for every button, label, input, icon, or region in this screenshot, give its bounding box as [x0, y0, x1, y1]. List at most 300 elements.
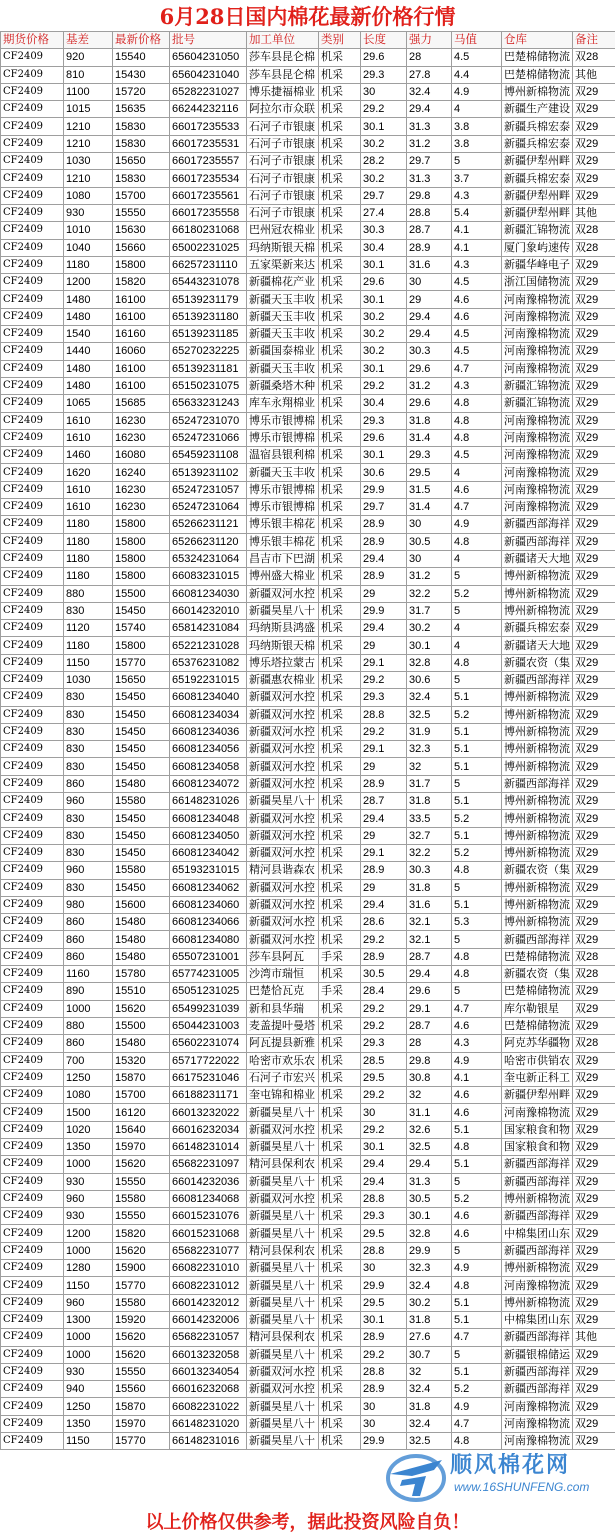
- table-row: [1, 481, 615, 498]
- table-row: [1, 499, 615, 516]
- cell-batch-no: 66016232034: [170, 1121, 247, 1138]
- watermark: [382, 1442, 614, 1508]
- cell-batch-no: 65270232225: [170, 343, 247, 360]
- table-row: [1, 1363, 615, 1380]
- cell-strength: 31.4: [407, 499, 452, 516]
- cell-category: 机采: [319, 239, 361, 256]
- cell-micronaire: 4.8: [452, 1277, 502, 1294]
- cell-category: 机采: [319, 516, 361, 533]
- cell-batch-no: 65247231064: [170, 499, 247, 516]
- cell-basis: 1080: [64, 187, 113, 204]
- cell-processor: 新疆双河水控: [247, 896, 319, 913]
- cell-warehouse: 新疆农资（集: [502, 862, 573, 879]
- cell-category: 机采: [319, 1190, 361, 1207]
- cell-remark: 双29: [573, 706, 615, 723]
- cell-basis: 1540: [64, 326, 113, 343]
- cell-batch-no: 66244232116: [170, 101, 247, 118]
- cell-micronaire: 4.6: [452, 1017, 502, 1034]
- cell-processor: 新疆双河水控: [247, 879, 319, 896]
- cell-batch-no: 65507231001: [170, 948, 247, 965]
- cell-category: 机采: [319, 1139, 361, 1156]
- cell-processor: 新疆双河水控: [247, 689, 319, 706]
- cell-latest-price: 15450: [113, 723, 170, 740]
- cell-futures: CF2409: [1, 343, 64, 360]
- cell-latest-price: 15620: [113, 1346, 170, 1363]
- cell-processor: 奎屯锦和棉业: [247, 1087, 319, 1104]
- cell-micronaire: 4.1: [452, 239, 502, 256]
- cell-strength: 29.4: [407, 308, 452, 325]
- cell-batch-no: 66081234040: [170, 689, 247, 706]
- table-row: [1, 1104, 615, 1121]
- table-row: [1, 447, 615, 464]
- cell-batch-no: 66013232058: [170, 1346, 247, 1363]
- cell-futures: CF2409: [1, 447, 64, 464]
- cell-strength: 29.1: [407, 1000, 452, 1017]
- cell-length: 28.9: [361, 862, 407, 879]
- cell-futures: CF2409: [1, 1363, 64, 1380]
- cell-micronaire: 4.7: [452, 360, 502, 377]
- cell-processor: 精河县谐森农: [247, 862, 319, 879]
- cell-warehouse: 阿克苏华疆物: [502, 1035, 573, 1052]
- cell-category: 机采: [319, 844, 361, 861]
- table-row: [1, 1225, 615, 1242]
- cell-batch-no: 65247231057: [170, 481, 247, 498]
- cell-batch-no: 66083231015: [170, 568, 247, 585]
- cell-micronaire: 4.9: [452, 83, 502, 100]
- cell-micronaire: 4: [452, 550, 502, 567]
- cell-micronaire: 4.6: [452, 308, 502, 325]
- cell-remark: 双29: [573, 153, 615, 170]
- cell-latest-price: 15450: [113, 741, 170, 758]
- cell-strength: 32: [407, 1087, 452, 1104]
- cell-category: 机采: [319, 1346, 361, 1363]
- cell-category: 机采: [319, 1121, 361, 1138]
- cell-category: 机采: [319, 723, 361, 740]
- cell-latest-price: 15450: [113, 810, 170, 827]
- cell-length: 30: [361, 1415, 407, 1432]
- cell-futures: CF2409: [1, 170, 64, 187]
- cell-batch-no: 66081234072: [170, 775, 247, 792]
- cell-strength: 29.4: [407, 1156, 452, 1173]
- cell-processor: 博乐市银博棉: [247, 499, 319, 516]
- cell-length: 30.2: [361, 308, 407, 325]
- cell-micronaire: 5.2: [452, 844, 502, 861]
- cell-length: 29.4: [361, 550, 407, 567]
- table-row: [1, 1277, 615, 1294]
- cell-strength: 31.2: [407, 568, 452, 585]
- cell-basis: 860: [64, 914, 113, 931]
- table-row: [1, 360, 615, 377]
- cell-micronaire: 5: [452, 879, 502, 896]
- table-row: [1, 1035, 615, 1052]
- cell-remark: 双29: [573, 1433, 615, 1450]
- cell-strength: 32.3: [407, 741, 452, 758]
- cell-micronaire: 4.9: [452, 1052, 502, 1069]
- cell-warehouse: 新疆伊犁州畔: [502, 204, 573, 221]
- cell-category: 机采: [319, 1311, 361, 1328]
- cell-strength: 32.4: [407, 689, 452, 706]
- table-row: [1, 429, 615, 446]
- table-row: [1, 395, 615, 412]
- table-row: [1, 1139, 615, 1156]
- cell-warehouse: 博州新棉物流: [502, 706, 573, 723]
- table-row: [1, 793, 615, 810]
- cell-remark: 双29: [573, 1277, 615, 1294]
- cell-remark: 双29: [573, 723, 615, 740]
- cell-batch-no: 66148231026: [170, 793, 247, 810]
- cell-processor: 石河子市银康: [247, 153, 319, 170]
- cell-micronaire: 5.2: [452, 1381, 502, 1398]
- table-row: [1, 879, 615, 896]
- cell-category: 机采: [319, 83, 361, 100]
- cell-remark: 双29: [573, 1121, 615, 1138]
- cell-remark: 双29: [573, 827, 615, 844]
- cell-micronaire: 4.5: [452, 49, 502, 66]
- cell-basis: 830: [64, 706, 113, 723]
- cell-basis: 1460: [64, 447, 113, 464]
- cell-strength: 30.1: [407, 637, 452, 654]
- cell-latest-price: 15580: [113, 793, 170, 810]
- cell-futures: CF2409: [1, 377, 64, 394]
- cell-latest-price: 15500: [113, 585, 170, 602]
- cell-batch-no: 66081234048: [170, 810, 247, 827]
- cell-processor: 莎车县昆仑棉: [247, 49, 319, 66]
- cell-category: 机采: [319, 1242, 361, 1259]
- table-row: [1, 118, 615, 135]
- cell-category: 机采: [319, 1173, 361, 1190]
- cell-length: 30: [361, 1104, 407, 1121]
- cell-processor: 新疆双河水控: [247, 810, 319, 827]
- table-row: [1, 204, 615, 221]
- cell-latest-price: 15450: [113, 827, 170, 844]
- cell-latest-price: 15540: [113, 49, 170, 66]
- cell-batch-no: 66015231068: [170, 1225, 247, 1242]
- cell-latest-price: 16230: [113, 412, 170, 429]
- table-row: [1, 706, 615, 723]
- cell-latest-price: 15450: [113, 689, 170, 706]
- cell-length: 30.1: [361, 256, 407, 273]
- cell-futures: CF2409: [1, 516, 64, 533]
- cell-futures: CF2409: [1, 602, 64, 619]
- cell-warehouse: 新疆西部海祥: [502, 1208, 573, 1225]
- cell-micronaire: 4.8: [452, 395, 502, 412]
- cell-basis: 1000: [64, 1242, 113, 1259]
- cell-basis: 1480: [64, 377, 113, 394]
- cell-category: 机采: [319, 585, 361, 602]
- cell-futures: CF2409: [1, 1069, 64, 1086]
- cell-warehouse: 河南豫棉物流: [502, 481, 573, 498]
- cell-micronaire: 4.5: [452, 274, 502, 291]
- cell-strength: 30: [407, 550, 452, 567]
- table-row: [1, 862, 615, 879]
- cell-strength: 31.9: [407, 723, 452, 740]
- cell-batch-no: 65192231015: [170, 671, 247, 688]
- cell-warehouse: 新疆兵棉宏泰: [502, 620, 573, 637]
- cell-strength: 29.7: [407, 153, 452, 170]
- cell-strength: 32.1: [407, 914, 452, 931]
- cell-basis: 830: [64, 741, 113, 758]
- cell-basis: 1620: [64, 464, 113, 481]
- cell-warehouse: 巴楚棉储物流: [502, 983, 573, 1000]
- cell-processor: 新和县华瑞: [247, 1000, 319, 1017]
- cell-batch-no: 65266231120: [170, 533, 247, 550]
- cell-remark: 双29: [573, 447, 615, 464]
- table-row: [1, 585, 615, 602]
- cell-basis: 1000: [64, 1000, 113, 1017]
- table-header: [1, 32, 615, 49]
- column-header-processor: 加工单位: [247, 32, 319, 49]
- cell-latest-price: 15900: [113, 1260, 170, 1277]
- cell-remark: 双29: [573, 1415, 615, 1432]
- cell-category: 手采: [319, 948, 361, 965]
- table-row: [1, 914, 615, 931]
- cell-remark: 双29: [573, 1363, 615, 1380]
- cell-warehouse: 国家粮食和物: [502, 1139, 573, 1156]
- cell-warehouse: 河南豫棉物流: [502, 308, 573, 325]
- cell-length: 29.4: [361, 1156, 407, 1173]
- cell-futures: CF2409: [1, 118, 64, 135]
- cell-category: 机采: [319, 1087, 361, 1104]
- table-row: [1, 550, 615, 567]
- cell-processor: 阿瓦提县新雅: [247, 1035, 319, 1052]
- cell-warehouse: 河南豫棉物流: [502, 1415, 573, 1432]
- cell-futures: CF2409: [1, 101, 64, 118]
- cell-remark: 双29: [573, 516, 615, 533]
- cell-micronaire: 4.3: [452, 256, 502, 273]
- cell-latest-price: 15480: [113, 931, 170, 948]
- cell-batch-no: 66017235557: [170, 153, 247, 170]
- cell-warehouse: 新疆农资（集: [502, 966, 573, 983]
- cell-category: 机采: [319, 1415, 361, 1432]
- cell-micronaire: 5.1: [452, 1311, 502, 1328]
- cell-basis: 1480: [64, 308, 113, 325]
- cell-batch-no: 66081234062: [170, 879, 247, 896]
- cell-strength: 29.8: [407, 187, 452, 204]
- cell-basis: 1000: [64, 1329, 113, 1346]
- cell-micronaire: 4.6: [452, 481, 502, 498]
- cell-processor: 莎车县昆仑棉: [247, 66, 319, 83]
- cell-basis: 860: [64, 931, 113, 948]
- cell-micronaire: 5: [452, 1242, 502, 1259]
- cell-processor: 新疆天玉丰收: [247, 291, 319, 308]
- table-row: [1, 1156, 615, 1173]
- cell-strength: 32: [407, 758, 452, 775]
- cell-batch-no: 66014232012: [170, 1294, 247, 1311]
- cell-category: 机采: [319, 49, 361, 66]
- cell-batch-no: 65051231025: [170, 983, 247, 1000]
- cell-category: 机采: [319, 412, 361, 429]
- cell-warehouse: 河南豫棉物流: [502, 1433, 573, 1450]
- cell-processor: 新疆双河水控: [247, 1381, 319, 1398]
- cell-latest-price: 16100: [113, 308, 170, 325]
- cell-remark: 双29: [573, 585, 615, 602]
- cell-warehouse: 河南豫棉物流: [502, 1277, 573, 1294]
- cell-processor: 新疆双河水控: [247, 723, 319, 740]
- table-row: [1, 1381, 615, 1398]
- cell-latest-price: 16060: [113, 343, 170, 360]
- cell-futures: CF2409: [1, 481, 64, 498]
- cell-futures: CF2409: [1, 689, 64, 706]
- cell-futures: CF2409: [1, 620, 64, 637]
- cell-micronaire: 4.5: [452, 447, 502, 464]
- cell-length: 28.8: [361, 706, 407, 723]
- cell-warehouse: 新疆诸天大地: [502, 637, 573, 654]
- cell-category: 机采: [319, 499, 361, 516]
- cell-length: 29.2: [361, 1017, 407, 1034]
- cell-batch-no: 65139231179: [170, 291, 247, 308]
- cell-basis: 860: [64, 1035, 113, 1052]
- cell-basis: 1000: [64, 1346, 113, 1363]
- cell-basis: 880: [64, 1017, 113, 1034]
- cell-futures: CF2409: [1, 1225, 64, 1242]
- cell-futures: CF2409: [1, 1311, 64, 1328]
- cell-batch-no: 65139231102: [170, 464, 247, 481]
- cell-strength: 32.2: [407, 844, 452, 861]
- cell-warehouse: 巴楚棉储物流: [502, 1017, 573, 1034]
- cell-category: 机采: [319, 1363, 361, 1380]
- cell-remark: 其他: [573, 1329, 615, 1346]
- column-header-length: 长度: [361, 32, 407, 49]
- cell-category: 机采: [319, 706, 361, 723]
- cell-futures: CF2409: [1, 775, 64, 792]
- cell-micronaire: 4.6: [452, 1225, 502, 1242]
- cell-processor: 新疆双河水控: [247, 844, 319, 861]
- cell-warehouse: 博州新棉物流: [502, 741, 573, 758]
- cell-futures: CF2409: [1, 1381, 64, 1398]
- cell-strength: 32.5: [407, 1433, 452, 1450]
- cell-category: 机采: [319, 343, 361, 360]
- cell-processor: 新疆昊星八十: [247, 1139, 319, 1156]
- cell-strength: 30.5: [407, 533, 452, 550]
- cell-processor: 新疆双河水控: [247, 1363, 319, 1380]
- cell-batch-no: 66081234060: [170, 896, 247, 913]
- column-header-warehouse: 仓库: [502, 32, 573, 49]
- cell-category: 机采: [319, 550, 361, 567]
- watermark-url: www.16SHUNFENG.com: [454, 1480, 590, 1494]
- cell-micronaire: 4.6: [452, 1104, 502, 1121]
- cell-futures: CF2409: [1, 966, 64, 983]
- cell-basis: 1610: [64, 499, 113, 516]
- cell-micronaire: 4.7: [452, 499, 502, 516]
- cell-basis: 1040: [64, 239, 113, 256]
- cell-micronaire: 5.1: [452, 1121, 502, 1138]
- cell-basis: 1610: [64, 429, 113, 446]
- cell-strength: 27.6: [407, 1329, 452, 1346]
- cell-latest-price: 15660: [113, 239, 170, 256]
- cell-warehouse: 河南豫棉物流: [502, 447, 573, 464]
- cell-warehouse: 浙江国储物流: [502, 274, 573, 291]
- cell-batch-no: 65459231108: [170, 447, 247, 464]
- cell-latest-price: 15740: [113, 620, 170, 637]
- cell-processor: 五家渠新来达: [247, 256, 319, 273]
- cell-strength: 31.7: [407, 775, 452, 792]
- cell-category: 机采: [319, 879, 361, 896]
- cell-latest-price: 15650: [113, 671, 170, 688]
- cell-category: 机采: [319, 931, 361, 948]
- cell-warehouse: 新疆农资（集: [502, 654, 573, 671]
- cell-remark: 双29: [573, 170, 615, 187]
- table-row: [1, 412, 615, 429]
- cell-remark: 双29: [573, 654, 615, 671]
- cell-category: 机采: [319, 1208, 361, 1225]
- table-row: [1, 1087, 615, 1104]
- cell-basis: 1015: [64, 101, 113, 118]
- table-body: [1, 49, 615, 1450]
- cell-batch-no: 65139231181: [170, 360, 247, 377]
- cell-micronaire: 4.5: [452, 343, 502, 360]
- cell-strength: 29.6: [407, 360, 452, 377]
- cell-remark: 双29: [573, 1260, 615, 1277]
- cell-category: 机采: [319, 170, 361, 187]
- cell-length: 29.2: [361, 1121, 407, 1138]
- cell-futures: CF2409: [1, 896, 64, 913]
- cell-latest-price: 15830: [113, 135, 170, 152]
- cell-latest-price: 15620: [113, 1000, 170, 1017]
- table-row: [1, 49, 615, 66]
- cell-latest-price: 15970: [113, 1415, 170, 1432]
- cell-basis: 1610: [64, 481, 113, 498]
- cell-category: 机采: [319, 1433, 361, 1450]
- cell-strength: 31.1: [407, 1104, 452, 1121]
- cell-warehouse: 新疆伊犁州畔: [502, 1087, 573, 1104]
- cell-length: 30.4: [361, 395, 407, 412]
- page-title: 6月28日国内棉花最新价格行情: [159, 4, 456, 29]
- cell-remark: 其他: [573, 66, 615, 83]
- cell-category: 机采: [319, 1035, 361, 1052]
- cell-category: 机采: [319, 1225, 361, 1242]
- cell-remark: 双29: [573, 1052, 615, 1069]
- table-row: [1, 671, 615, 688]
- cell-batch-no: 66017235531: [170, 135, 247, 152]
- cell-micronaire: 4: [452, 464, 502, 481]
- table-row: [1, 931, 615, 948]
- cell-basis: 930: [64, 1363, 113, 1380]
- cell-category: 机采: [319, 671, 361, 688]
- table-row: [1, 1208, 615, 1225]
- cell-remark: 双29: [573, 1190, 615, 1207]
- cell-length: 30.2: [361, 135, 407, 152]
- cell-processor: 新疆天玉丰收: [247, 326, 319, 343]
- cell-warehouse: 博州新棉物流: [502, 896, 573, 913]
- cell-warehouse: 新疆伊犁州畔: [502, 153, 573, 170]
- cell-micronaire: 4.8: [452, 533, 502, 550]
- table-row: [1, 1190, 615, 1207]
- cell-futures: CF2409: [1, 204, 64, 221]
- cell-category: 机采: [319, 429, 361, 446]
- cell-length: 28.9: [361, 533, 407, 550]
- cell-strength: 32.8: [407, 654, 452, 671]
- cell-category: 机采: [319, 793, 361, 810]
- cell-strength: 28: [407, 1035, 452, 1052]
- table-row: [1, 1000, 615, 1017]
- cell-batch-no: 65774231005: [170, 966, 247, 983]
- table-row: [1, 896, 615, 913]
- cell-latest-price: 15650: [113, 153, 170, 170]
- cell-basis: 1250: [64, 1069, 113, 1086]
- cell-strength: 28.7: [407, 948, 452, 965]
- cell-futures: CF2409: [1, 1433, 64, 1450]
- cell-futures: CF2409: [1, 66, 64, 83]
- cell-micronaire: 5: [452, 1173, 502, 1190]
- cell-processor: 石河子市银康: [247, 187, 319, 204]
- cell-remark: 双29: [573, 620, 615, 637]
- cell-latest-price: 15510: [113, 983, 170, 1000]
- cell-micronaire: 4.3: [452, 377, 502, 394]
- cell-category: 机采: [319, 620, 361, 637]
- cell-strength: 32.6: [407, 1121, 452, 1138]
- cell-latest-price: 15780: [113, 966, 170, 983]
- cell-length: 30.1: [361, 360, 407, 377]
